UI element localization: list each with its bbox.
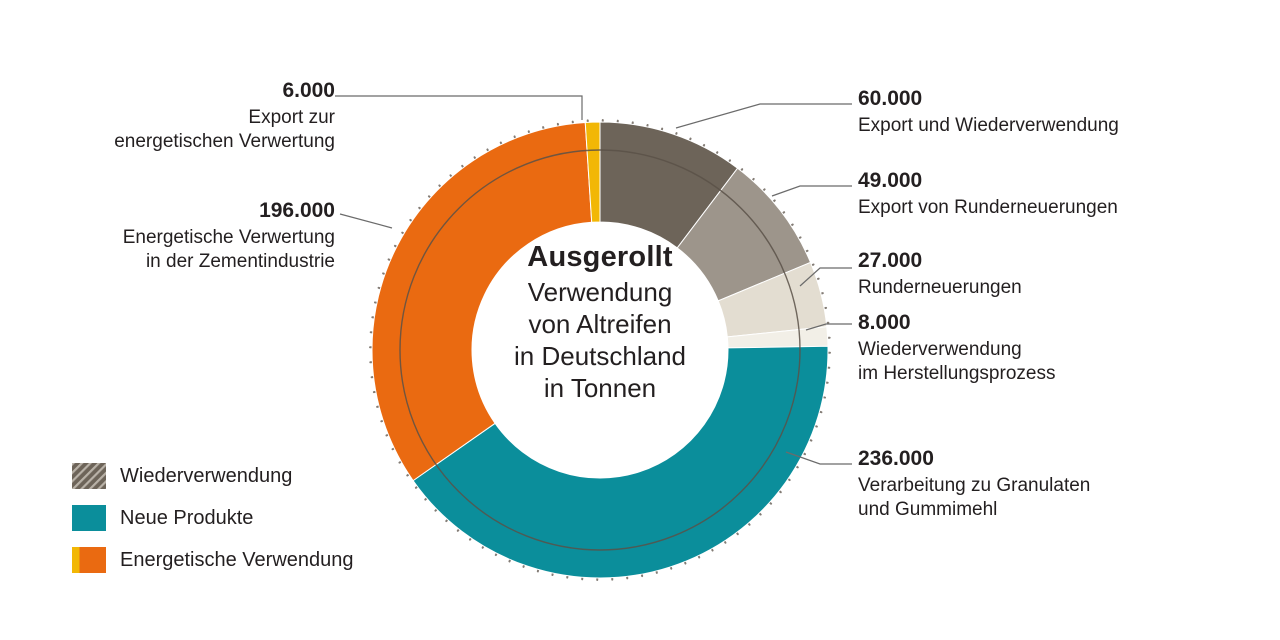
leader-export-energetisch [335, 96, 582, 120]
callout-desc-line-1: Wiederverwendung [858, 338, 1022, 360]
legend-item-energetische-verwendung[interactable] [72, 539, 432, 581]
callout-desc-line-1: Runderneuerungen [858, 276, 1022, 298]
callout-verarbeitung-zu-granulaten [858, 446, 1238, 523]
legend-label: Neue Produkte [120, 506, 254, 529]
donut-hole [472, 222, 728, 478]
legend-swatch-teal-icon [72, 505, 106, 531]
chart-subtitle-line-4: in Tonnen [543, 372, 657, 403]
legend-item-wiederverwendung[interactable] [72, 455, 432, 497]
legend-item-neue-produkte[interactable] [72, 497, 432, 539]
leader-energetische [340, 214, 392, 228]
callout-value: 8.000 [858, 311, 911, 334]
callout-desc-line-1: Verarbeitung zu Granulaten [858, 474, 1091, 496]
leader-export-wiederverwendung [676, 104, 852, 128]
chart-title: Ausgerollt [527, 241, 673, 273]
callout-value: 196.000 [259, 199, 335, 222]
leader-export-runderneuerungen [772, 186, 852, 196]
callout-value: 236.000 [858, 447, 934, 470]
callout-wiederverwendung-im-herstellungsprozess [858, 310, 1238, 387]
callout-value: 60.000 [858, 87, 923, 110]
chart-subtitle-line-1: Verwendung [527, 277, 673, 308]
callout-runderneuerungen [858, 248, 1238, 300]
callout-desc-line-2: im Herstellungsprozess [858, 363, 1056, 385]
legend-swatch-orange-yellow-icon [72, 547, 106, 573]
callout-desc-line-1: Export zur [248, 106, 335, 128]
callout-desc-line-2: energetischen Verwertung [114, 131, 335, 153]
legend-label: Wiederverwendung [120, 464, 293, 487]
chart-subtitle-line-3: in Deutschland [514, 340, 686, 371]
callout-energetische-verwertung-zementindustrie [20, 198, 335, 275]
callout-desc-line-1: Export und Wiederverwendung [858, 114, 1119, 136]
callout-value: 27.000 [858, 249, 923, 272]
legend [72, 455, 432, 581]
callout-desc-line-2: in der Zementindustrie [145, 251, 335, 273]
callout-desc-line-1: Export von Runderneuerungen [858, 196, 1118, 218]
callout-desc-line-1: Energetische Verwertung [122, 226, 335, 248]
legend-swatch-hatched-icon [72, 463, 106, 489]
callout-export-zur-energetischen-verwertung [40, 78, 335, 155]
callout-value: 49.000 [858, 169, 923, 192]
callout-value: 6.000 [282, 79, 335, 102]
legend-label: Energetische Verwendung [120, 548, 354, 571]
callout-desc-line-2: und Gummimehl [858, 499, 998, 521]
chart-subtitle-line-2: von Altreifen [528, 309, 672, 340]
callout-export-von-runderneuerungen [858, 168, 1238, 220]
callout-export-und-wiederverwendung [858, 86, 1238, 138]
